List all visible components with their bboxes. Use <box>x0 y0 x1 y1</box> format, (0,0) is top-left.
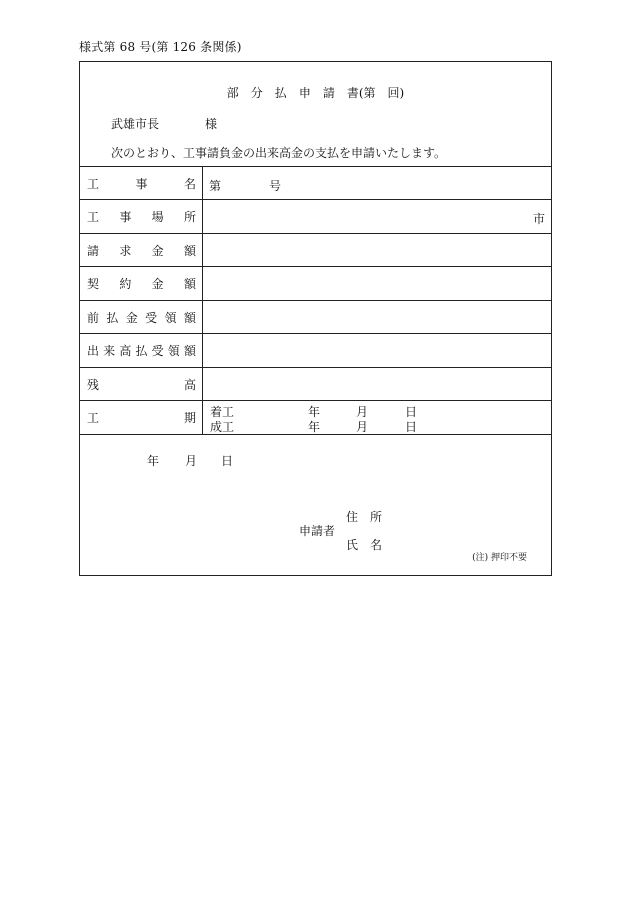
label-char: 高 <box>183 377 196 392</box>
construction-period-field[interactable] <box>203 401 551 434</box>
application-form <box>79 61 552 576</box>
construction-name-field[interactable] <box>203 167 551 199</box>
balance-field[interactable] <box>203 368 551 400</box>
end-label: 成工 <box>210 420 235 434</box>
label-char: 契 <box>87 277 100 291</box>
label-char: 前 <box>87 310 100 325</box>
address-char: 所 <box>370 510 383 524</box>
title-char: 払 <box>274 86 287 100</box>
construction-site-field[interactable] <box>203 200 551 233</box>
label-char: 工 <box>87 210 100 224</box>
label-claim-amount <box>80 234 203 266</box>
label-char: 出 <box>87 344 100 358</box>
row-construction-period <box>80 400 551 434</box>
addressee-name: 武雄市長 <box>111 117 160 131</box>
label-char: 払 <box>135 344 148 358</box>
contract-amount-field[interactable] <box>203 267 551 300</box>
label-char: 事 <box>135 176 148 191</box>
start-year: 年 <box>308 405 321 419</box>
intro-text: 次のとおり、工事請負金の出来高金の支払を申請いたします。 <box>111 146 447 160</box>
label-char: 場 <box>151 210 164 224</box>
addressee <box>111 115 217 132</box>
label-char: 求 <box>119 243 132 258</box>
label-advance-received <box>80 301 203 333</box>
row-advance-received <box>80 300 551 333</box>
label-char: 額 <box>183 277 196 291</box>
title-char: 分 <box>250 86 263 100</box>
label-char: 約 <box>119 277 132 291</box>
label-char: 工 <box>87 176 100 191</box>
honorific: 様 <box>205 117 218 131</box>
label-char: 高 <box>119 344 132 358</box>
row-claim-amount <box>80 233 551 266</box>
label-construction-site <box>80 200 203 233</box>
applicant-label: 申請者 <box>299 524 336 538</box>
label-char: 名 <box>183 176 196 191</box>
application-day: 日 <box>221 454 234 468</box>
label-balance <box>80 368 203 400</box>
form-number: 様式第 68 号(第 126 条関係) <box>79 40 242 54</box>
advance-received-field[interactable] <box>203 301 551 333</box>
row-balance <box>80 367 551 400</box>
label-char: 金 <box>151 243 164 258</box>
label-char: 残 <box>87 377 100 392</box>
label-char: 工 <box>87 411 100 425</box>
label-char: 所 <box>183 210 196 224</box>
label-char: 受 <box>145 310 158 325</box>
title-char: 書(第 <box>346 86 376 100</box>
title-char: 申 <box>298 86 311 100</box>
label-char: 額 <box>183 344 196 358</box>
label-char: 払 <box>106 310 119 325</box>
label-contract-amount <box>80 267 203 300</box>
name-label <box>346 536 382 553</box>
number-suffix: 号 <box>269 179 282 193</box>
label-char: 金 <box>125 310 138 325</box>
progress-received-field[interactable] <box>203 334 551 367</box>
applicant-section <box>80 434 551 576</box>
label-char: 来 <box>103 344 116 358</box>
number-prefix: 第 <box>209 179 222 193</box>
label-char: 領 <box>164 310 177 325</box>
label-char: 請 <box>87 243 100 258</box>
label-char: 金 <box>151 277 164 291</box>
row-contract-amount <box>80 266 551 300</box>
document-title <box>80 84 551 101</box>
form-header <box>80 62 551 166</box>
title-char: 部 <box>226 86 239 100</box>
title-char: 回) <box>387 86 405 100</box>
label-char: 額 <box>183 310 196 325</box>
address-label <box>346 508 382 525</box>
application-year: 年 <box>147 454 160 468</box>
label-char: 受 <box>151 344 164 358</box>
label-construction-period <box>80 401 203 434</box>
name-char: 氏 <box>346 538 359 552</box>
form-table <box>80 166 551 434</box>
label-progress-received <box>80 334 203 367</box>
claim-amount-field[interactable] <box>203 234 551 266</box>
row-construction-name <box>80 166 551 199</box>
end-day: 日 <box>405 420 418 434</box>
label-construction-name <box>80 167 203 199</box>
city-suffix: 市 <box>532 212 545 226</box>
label-char: 領 <box>167 344 180 358</box>
name-char: 名 <box>370 538 383 552</box>
row-construction-site <box>80 199 551 233</box>
end-month: 月 <box>356 420 369 434</box>
title-char: 請 <box>322 86 335 100</box>
start-label: 着工 <box>210 405 235 419</box>
end-year: 年 <box>308 420 321 434</box>
label-char: 額 <box>183 243 196 258</box>
label-char: 期 <box>183 411 196 425</box>
start-day: 日 <box>405 405 418 419</box>
label-char: 事 <box>119 210 132 224</box>
row-progress-received <box>80 333 551 367</box>
address-char: 住 <box>346 510 359 524</box>
start-month: 月 <box>356 405 369 419</box>
application-month: 月 <box>185 454 198 468</box>
seal-not-required-note: (注) 押印不要 <box>472 553 527 563</box>
